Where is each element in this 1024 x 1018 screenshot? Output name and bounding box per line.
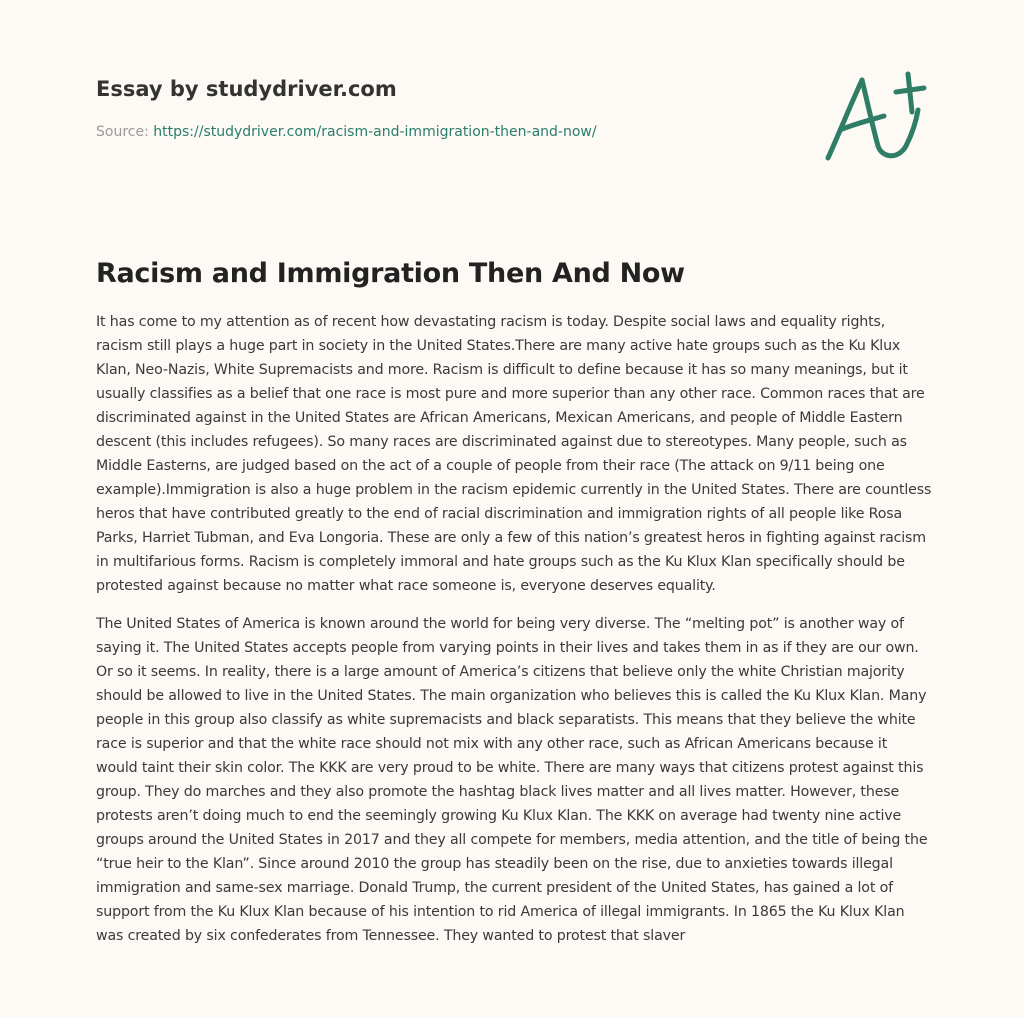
site-title: Essay by studydriver.com bbox=[96, 77, 397, 101]
essay-paragraph: The United States of America is known around the world for being very diverse. The “melting pot” is another way of saying it. The United States accepts people from varying points in their lives and takes them in as if they are our own. Or so it seems. In reality, there is a large amount of America’s citizens that believe only the white Christian majority should be allowed to live in the United States. The main organization who believes this is called the Ku Klux Klan. Many people in this group also classify as white supremacists and black separatists. This means that they believe the white race is superior and that the white race should not mix with any other race, such as African Americans because it would taint their skin color. The KKK are very proud to be white. There are many ways that citizens protest against this group. They do marches and they also promote the hashtag black lives matter and all lives matter. However, these protests aren’t doing much to end the seemingly growing Ku Klux Klan. The KKK on average had twenty nine active groups around the United States in 2017 and they all compete for members, media attention, and the title of being the “true heir to the Klan”. Since around 2010 the group has steadily been on the rise, due to anxieties towards illegal immigration and same-sex marriage. Donald Trump, the current president of the United States, has gained a lot of support from the Ku Klux Klan because of his intention to rid America of illegal immigrants. In 1865 the Ku Klux Klan was created by six confederates from Tennessee. They wanted to protest that slaver bbox=[96, 616, 928, 944]
essay-body bbox=[96, 310, 932, 962]
page-header bbox=[96, 74, 796, 142]
a-plus-logo-icon bbox=[820, 66, 930, 166]
source-line bbox=[96, 122, 796, 142]
source-link[interactable]: https://studydriver.com/racism-and-immigration-then-and-now/ bbox=[153, 124, 597, 140]
essay-title: Racism and Immigration Then And Now bbox=[96, 258, 685, 289]
essay-paragraph: It has come to my attention as of recent how devastating racism is today. Despite social laws and equality rights, racism still plays a huge part in society in the United States.There are many active hate groups such as the Ku Klux Klan, Neo-Nazis, White Supremacists and more. Racism is difficult to define because it has so many meanings, but it usually classifies as a belief that one race is most pure and more superior than any other race. Common races that are discriminated against in the United States are African Americans, Mexican Americans, and people of Middle Eastern descent (this includes refugees). So many races are discriminated against due to stereotypes. Many people, such as Middle Easterns, are judged based on the act of a couple of people from their race (The attack on 9/11 being one example).Immigration is also a huge problem in the racism epidemic currently in the United States. There are countless heros that have contributed greatly to the end of racial discrimination and immigration rights of all people like Rosa Parks, Harriet Tubman, and Eva Longoria. These are only a few of this nation’s greatest heros in fighting against racism in multifarious forms. Racism is completely immoral and hate groups such as the Ku Klux Klan specifically should be protested against because no matter what race someone is, everyone deserves equality. bbox=[96, 314, 932, 594]
source-label: Source: bbox=[96, 124, 149, 140]
